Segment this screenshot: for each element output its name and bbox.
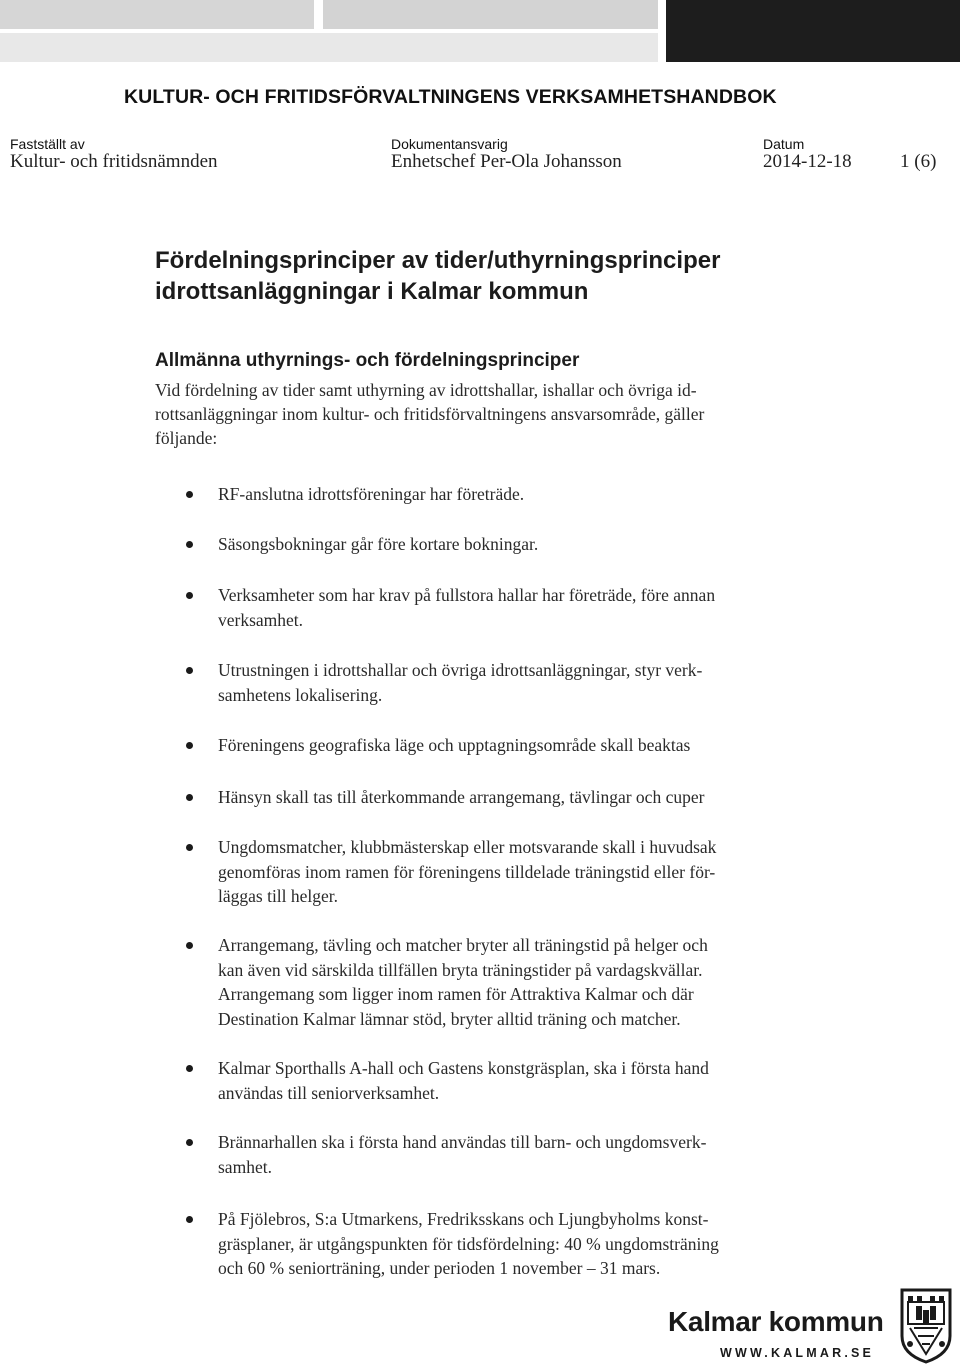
bullet-item (186, 658, 806, 707)
intro-paragraph (155, 378, 815, 450)
bullet-line: verksamhet. (218, 609, 304, 630)
intro-line-3: följande: (155, 428, 218, 448)
bullet-line: Brännarhallen ska i första hand användas till barn- och ungdomsverk- (218, 1132, 707, 1152)
bullet-item (186, 733, 806, 758)
bullet-item (186, 1056, 806, 1105)
bullet-line: Hänsyn skall tas till återkommande arrangemang, tävlingar och cuper (218, 787, 705, 807)
responsible-label: Dokumentansvarig (391, 136, 508, 152)
bullet-dot-icon (186, 1065, 193, 1072)
header-bar-left (0, 0, 314, 29)
bullet-dot-icon (186, 491, 193, 498)
bullet-line: och 60 % seniorträning, under perioden 1 november – 31 mars. (218, 1258, 661, 1278)
page-indicator: 1 (6) (900, 151, 937, 172)
established-value: Kultur- och fritidsnämnden (10, 151, 218, 172)
bullet-item (186, 1207, 806, 1281)
intro-line-1: Vid fördelning av tider samt uthyrning av idrottshallar, ishallar och övriga id- (155, 380, 697, 400)
bullet-dot-icon (186, 667, 193, 674)
bullet-line: Kalmar Sporthalls A-hall och Gastens konstgräsplan, ska i första hand (218, 1058, 709, 1078)
header-bar-dark (666, 0, 960, 62)
bullet-item (186, 482, 806, 507)
bullet-line: gräsplaner, är utgångspunkten för tidsfördelning: 40 % ungdomsträning (218, 1233, 719, 1254)
section-title: Allmänna uthyrnings- och fördelningsprinciper (155, 350, 580, 371)
bullet-dot-icon (186, 844, 193, 851)
bullet-line: På Fjölebros, S:a Utmarkens, Fredriksskans och Ljungbyholms konst- (218, 1209, 709, 1229)
bullet-text (218, 1130, 806, 1179)
bullet-line: RF-anslutna idrottsföreningar har företräde. (218, 484, 525, 504)
bullet-text (218, 532, 806, 557)
bullet-dot-icon (186, 592, 193, 599)
bullet-dot-icon (186, 541, 193, 548)
bullet-dot-icon (186, 1216, 193, 1223)
intro-line-2: rottsanläggningar inom kultur- och fritidsförvaltningens ansvarsområde, gäller (155, 404, 705, 424)
document-title-line-2: idrottsanläggningar i Kalmar kommun (155, 278, 589, 305)
bullet-line: användas till seniorverksamhet. (218, 1082, 440, 1103)
logo-url: WWW.KALMAR.SE (720, 1346, 875, 1360)
bullet-text (218, 835, 806, 909)
date-value: 2014-12-18 (763, 151, 852, 172)
document-title-line-1: Fördelningsprinciper av tider/uthyrningsprinciper (155, 247, 721, 274)
date-label: Datum (763, 136, 805, 152)
bullet-item (186, 933, 806, 1031)
bullet-line: Destination Kalmar lämnar stöd, bryter alltid träning och matcher. (218, 1008, 681, 1029)
bullet-dot-icon (186, 794, 193, 801)
bullet-item (186, 835, 806, 909)
bullet-item (186, 1130, 806, 1179)
bullet-line: Arrangemang, tävling och matcher bryter all träningstid på helger och (218, 935, 708, 955)
bullet-text (218, 733, 806, 758)
bullet-text (218, 1207, 806, 1281)
bullet-text (218, 482, 806, 507)
bullet-item (186, 785, 806, 810)
bullet-dot-icon (186, 742, 193, 749)
bullet-line: Utrustningen i idrottshallar och övriga idrottsanläggningar, styr verk- (218, 660, 703, 680)
kalmar-crest-icon (898, 1288, 954, 1364)
bullet-line: läggas till helger. (218, 886, 339, 906)
bullet-line: Säsongsbokningar går före kortare bokningar. (218, 534, 539, 554)
bullet-line: Föreningens geografiska läge och upptagningsområde skall beaktas (218, 735, 691, 755)
bullet-item (186, 532, 806, 557)
handbook-title: KULTUR- OCH FRITIDSFÖRVALTNINGENS VERKSAMHETSHANDBOK (124, 86, 777, 108)
bullet-text (218, 1056, 806, 1105)
bullet-dot-icon (186, 1139, 193, 1146)
bullet-text (218, 583, 806, 632)
bullet-line: samhetens lokalisering. (218, 684, 383, 705)
bullet-text (218, 785, 806, 810)
bullet-dot-icon (186, 942, 193, 949)
bullet-line: Ungdomsmatcher, klubbmästerskap eller motsvarande skall i huvudsak (218, 837, 717, 857)
header-bar-lower (0, 33, 658, 62)
bullet-text (218, 933, 806, 1031)
bullet-line: genomföras inom ramen för föreningens tilldelade träningstid eller för- (218, 861, 716, 882)
document-title (155, 245, 720, 307)
bullet-item (186, 583, 806, 632)
logo-name: Kalmar kommun (668, 1306, 884, 1337)
responsible-value: Enhetschef Per-Ola Johansson (391, 151, 622, 172)
established-label: Fastställt av (10, 136, 85, 152)
bullet-text (218, 658, 806, 707)
bullet-line: Verksamheter som har krav på fullstora hallar har företräde, före annan (218, 585, 716, 605)
bullet-line: kan även vid särskilda tillfällen bryta träningstider på vardagskvällar. (218, 959, 703, 980)
bullet-line: Arrangemang som ligger inom ramen för Attraktiva Kalmar och där (218, 984, 694, 1004)
header-bar-middle (323, 0, 658, 29)
bullet-line: samhet. (218, 1156, 272, 1177)
